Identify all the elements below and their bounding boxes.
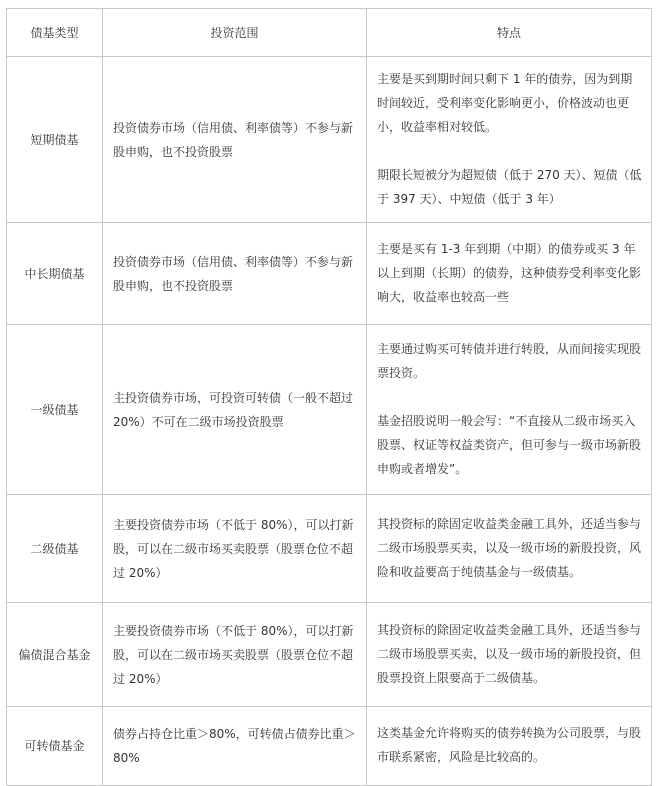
feature-text: 主要是买到期时间只剩下 1 年的债券，因为到期时间较近，受利率变化影响更小，价格波动也更小，收益率相对较低。 [377,71,633,134]
fund-type-cell: 二级债基 [7,495,103,603]
fund-type-cell: 短期债基 [7,57,103,223]
fund-type-cell: 中长期债基 [7,223,103,325]
features-cell [367,223,652,325]
header-investment-scope: 投资范围 [103,9,367,57]
header-fund-type: 债基类型 [7,9,103,57]
fund-type-cell: 可转债基金 [7,707,103,786]
scope-cell: 债券占持仓比重＞80%，可转债占债券比重＞80% [103,707,367,786]
feature-text: 其投资标的除固定收益类金融工具外，还适当参与二级市场股票买卖，以及一级市场的新股投资，但股票投资上限要高于二级债基。 [377,622,642,685]
features-cell [367,325,652,495]
features-cell [367,57,652,223]
feature-text: 期限长短被分为超短债（低于 270 天）、短债（低于 397 天）、中短债（低于 3 年） [377,167,642,206]
feature-text: 这类基金允许将购买的债券转换为公司股票，与股市联系紧密，风险是比较高的。 [377,726,642,764]
feature-text: 其投资标的除固定收益类金融工具外，还适当参与二级市场股票买卖，以及一级市场的新股投资，风险和收益要高于纯债基金与一级债基。 [377,516,642,579]
feature-text: 主要通过购买可转债并进行转股，从而间接实现股票投资。 [377,341,642,380]
features-cell [367,603,652,707]
scope-cell: 投资债券市场（信用债、利率债等）不参与新股申购，也不投资股票 [103,57,367,223]
table-row [7,325,652,495]
scope-cell: 主要投资债券市场（不低于 80%），可以打新股，可以在二级市场买卖股票（股票仓位不超过 20%） [103,495,367,603]
scope-cell: 主要投资债券市场（不低于 80%），可以打新股，可以在二级市场买卖股票（股票仓位不超过 20%） [103,603,367,707]
fund-type-cell: 偏债混合基金 [7,603,103,707]
table-row [7,603,652,707]
bond-fund-comparison-table [6,8,652,786]
header-features: 特点 [367,9,652,57]
table-row [7,57,652,223]
feature-text: 基金招股说明一般会写：“不直接从二级市场买入股票、权证等权益类资产，但可参与一级市场新股申购或者增发”。 [377,413,642,476]
bond-fund-table-container [6,8,651,786]
scope-cell: 主投资债券市场，可投资可转债（一般不超过 20%）不可在二级市场投资股票 [103,325,367,495]
table-row [7,707,652,786]
table-row [7,495,652,603]
header-row [7,9,652,57]
features-cell [367,707,652,786]
features-cell [367,495,652,603]
scope-cell: 投资债券市场（信用债、利率债等）不参与新股申购，也不投资股票 [103,223,367,325]
table-row [7,223,652,325]
feature-text: 主要是买有 1-3 年到期（中期）的债券或买 3 年以上到期（长期）的债券，这种债券受利率变化影响大，收益率也较高一些 [377,241,642,304]
fund-type-cell: 一级债基 [7,325,103,495]
